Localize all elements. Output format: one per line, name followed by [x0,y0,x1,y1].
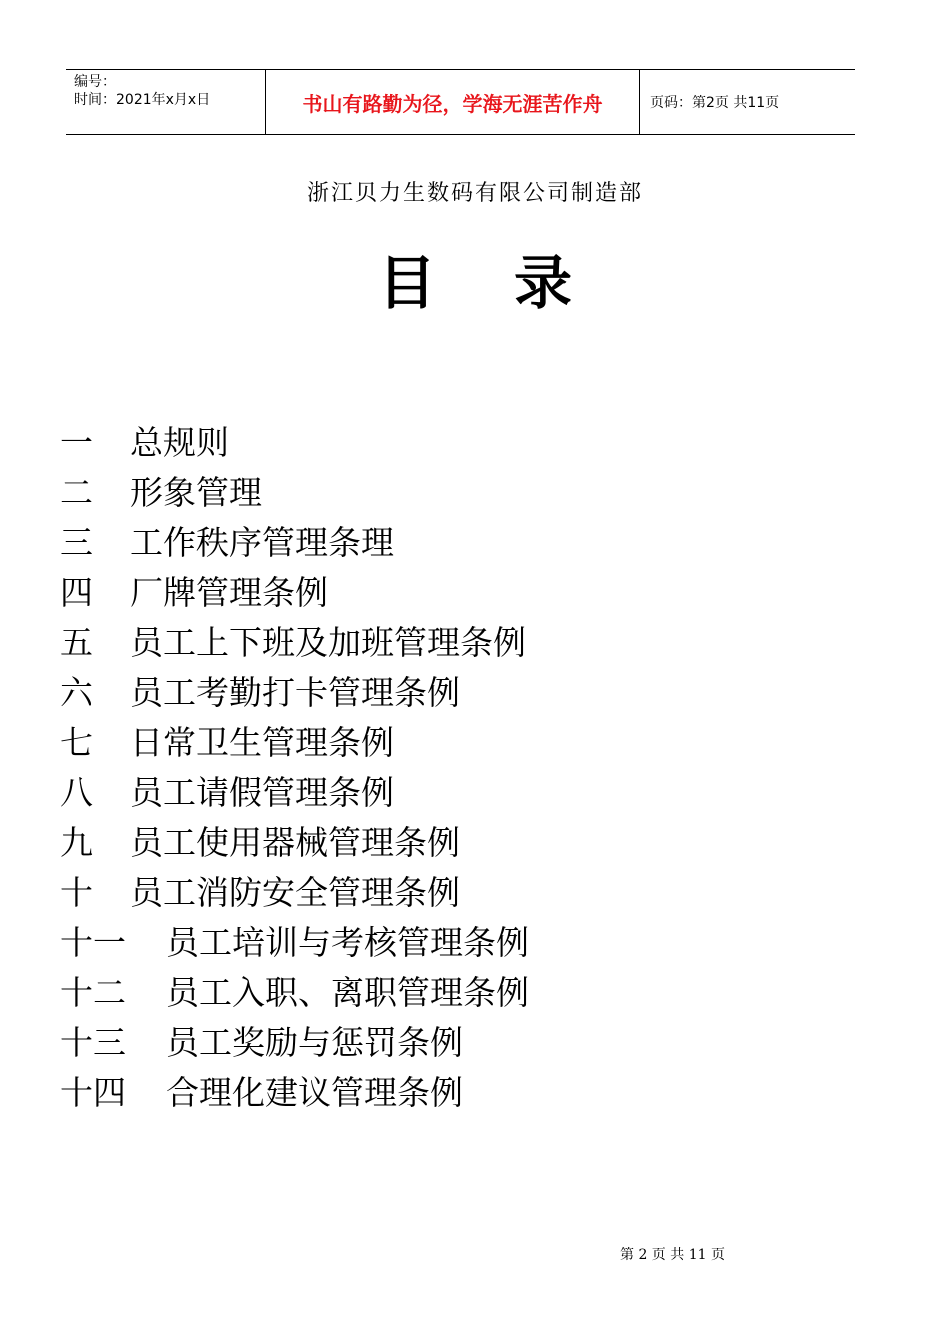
toc-item-text: 合理化建议管理条例 [166,1073,463,1112]
serial-label: 编号： [74,74,116,90]
toc-item [60,1068,880,1118]
page-footer: 第 2 页 共 11 页 [620,1247,725,1263]
toc-item [60,618,880,668]
header-motto: 书山有路勤为径，学海无涯苦作舟 [302,92,603,116]
toc-title-char: 录 [514,249,573,317]
toc-item-text: 员工入职、离职管理条例 [166,973,529,1012]
toc-item-number: 十二 [60,973,126,1012]
toc-item-number: 七 [60,723,93,762]
toc-item [60,418,880,468]
header-motto-cell [266,70,640,134]
toc-item-number: 五 [60,623,93,662]
toc-list [60,418,880,1118]
toc-item [60,668,880,718]
toc-item-number: 十三 [60,1023,126,1062]
toc-item [60,568,880,618]
page-header [66,69,855,135]
toc-item [60,868,880,918]
toc-item [60,768,880,818]
toc-item [60,518,880,568]
toc-item-number: 二 [60,473,93,512]
toc-title-char: 目 [377,249,436,317]
toc-item [60,1018,880,1068]
toc-item [60,818,880,868]
toc-item-text: 形象管理 [130,473,262,512]
toc-item-text: 厂牌管理条例 [130,573,328,612]
toc-item-number: 十四 [60,1073,126,1112]
toc-item-text: 员工请假管理条例 [130,773,394,812]
toc-item-number: 十一 [60,923,126,962]
toc-item-text: 员工考勤打卡管理条例 [130,673,460,712]
toc-item [60,918,880,968]
toc-item-number: 四 [60,573,93,612]
toc-item-text: 员工奖励与惩罚条例 [166,1023,463,1062]
toc-item-text: 员工消防安全管理条例 [130,873,460,912]
header-page-code: 页码：第2页 共11页 [650,95,780,111]
toc-item [60,968,880,1018]
toc-item-number: 八 [60,773,93,812]
toc-item-number: 一 [60,423,93,462]
toc-item-number: 三 [60,523,93,562]
toc-item [60,468,880,518]
toc-item-text: 日常卫生管理条例 [130,723,394,762]
toc-title [0,250,950,316]
time-label: 时间：2021年x月x日 [74,92,211,108]
company-name: 浙江贝力生数码有限公司制造部 [306,181,643,206]
header-meta-cell [66,70,266,134]
toc-item-text: 总规则 [130,423,229,462]
toc-item-text: 员工使用器械管理条例 [130,823,460,862]
toc-item-text: 员工培训与考核管理条例 [166,923,529,962]
toc-item-number: 九 [60,823,93,862]
toc-item-number: 十 [60,873,93,912]
toc-item-number: 六 [60,673,93,712]
toc-item [60,718,880,768]
toc-item-text: 工作秩序管理条理 [130,523,394,562]
header-page-cell [640,70,855,134]
toc-item-text: 员工上下班及加班管理条例 [130,623,526,662]
